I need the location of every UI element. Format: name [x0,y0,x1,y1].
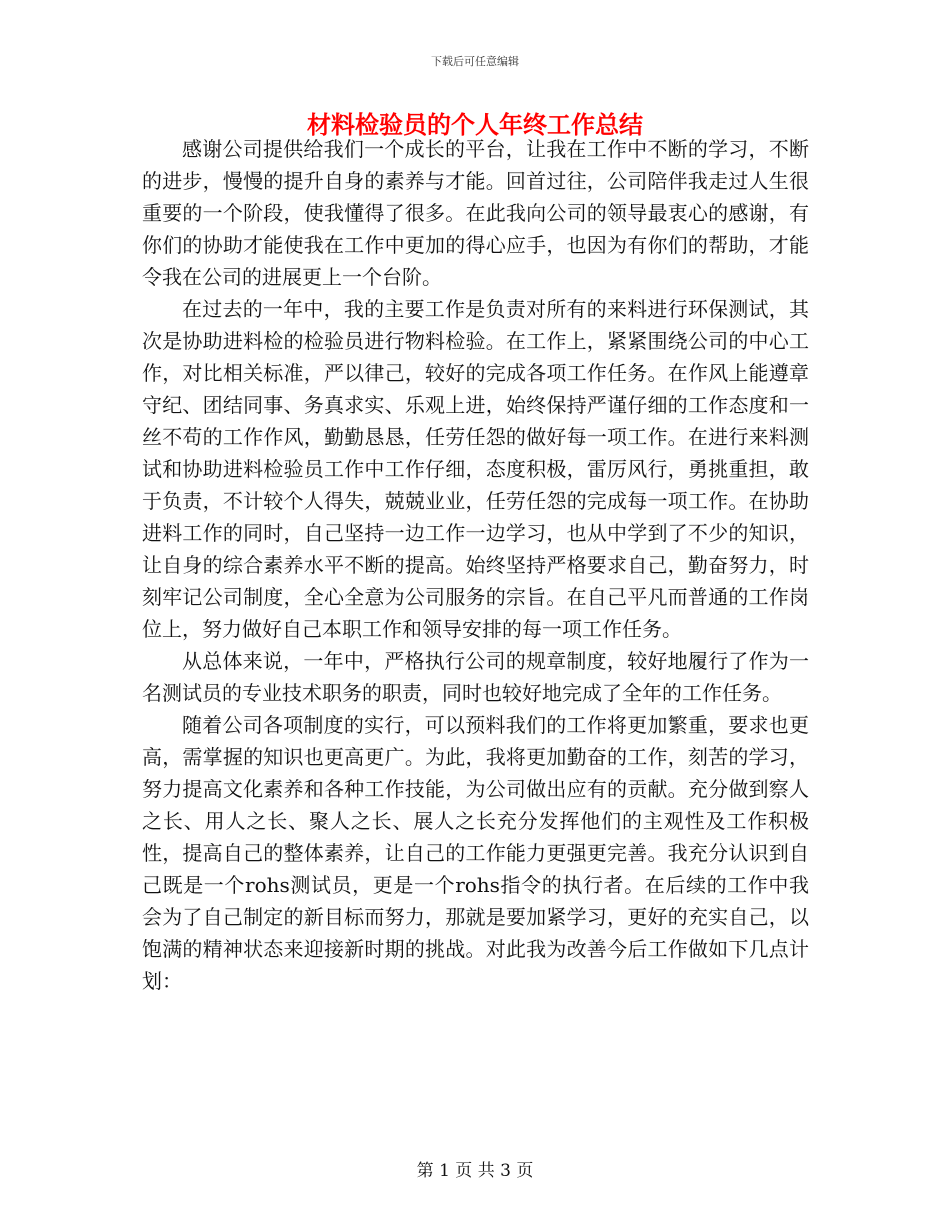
header-note: 下载后可任意编辑 [431,55,519,68]
paragraph-1: 感谢公司提供给我们一个成长的平台，让我在工作中不断的学习，不断的进步，慢慢的提升自身的素养与才能。回首过往，公司陪伴我走过人生很重要的一个阶段，使我懂得了很多。在此我向公司的领导最衷心的感谢，有你们的协助才能使我在工作中更加的得心应手，也因为有你们的帮助，才能令我在公司的进展更上一个台阶。 [142,137,809,289]
paragraph-2: 在过去的一年中，我的主要工作是负责对所有的来料进行环保测试，其次是协助进料检的检验员进行物料检验。在工作上，紧紧围绕公司的中心工作，对比相关标准，严以律己，较好的完成各项工作任务。在作风上能遵章守纪、团结同事、务真求实、乐观上进，始终保持严谨仔细的工作态度和一丝不苟的工作作风，勤勤恳恳，任劳任怨的做好每一项工作。在进行来料测试和协助进料检验员工作中工作仔细，态度积极，雷厉风行，勇挑重担，敢于负责，不计较个人得失，兢兢业业，任劳任怨的完成每一项工作。在协助进料工作的同时，自己坚持一边工作一边学习，也从中学到了不少的知识，让自身的综合素养水平不断的提高。始终坚持严格要求自己，勤奋努力，时刻牢记公司制度，全心全意为公司服务的宗旨。在自己平凡而普通的工作岗位上，努力做好自己本职工作和领导安排的每一项工作任务。 [142,297,809,641]
document-title: 材料检验员的个人年终工作总结 [307,110,643,139]
paragraph-4: 随着公司各项制度的实行，可以预料我们的工作将更加繁重，要求也更高，需掌握的知识也更高更广。为此，我将更加勤奋的工作，刻苦的学习，努力提高文化素养和各种工作技能，为公司做出应有的贡献。充分做到察人之长、用人之长、聚人之长、展人之长充分发挥他们的主观性及工作积极性，提高自己的整体素养，让自己的工作能力更强更完善。我充分认识到自己既是一个rohs测试员，更是一个rohs指令的执行者。在后续的工作中我会为了自己制定的新目标而努力，那就是要加紧学习，更好的充实自己，以饱满的精神状态来迎接新时期的挑战。对此我为改善今后工作做如下几点计划： [142,713,809,993]
document-body [142,133,809,997]
paragraph-3: 从总体来说，一年中，严格执行公司的规章制度，较好地履行了作为一名测试员的专业技术职务的职责，同时也较好地完成了全年的工作任务。 [142,649,809,705]
page-number-footer: 第 1 页 共 3 页 [416,1161,534,1181]
